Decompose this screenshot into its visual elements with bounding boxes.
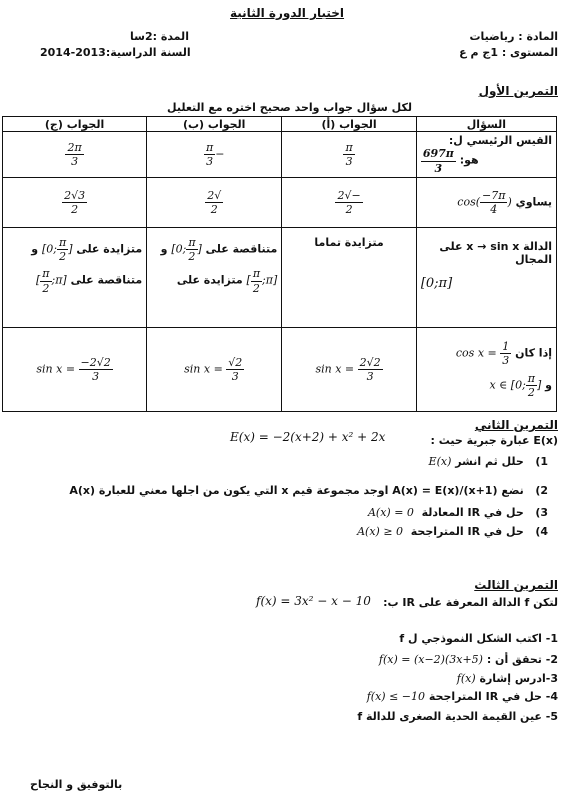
question-cell: يساوي cos( $\frac{-7\pi}{4}$ ) [416, 178, 556, 228]
exercise3-intro: لتكن f الدالة المعرفة على IR ب: [383, 596, 558, 609]
answer-b-cell: sin x = $\frac{√2}{3}$ [147, 328, 282, 412]
answer-c-cell: sin x = $\frac{-2√2}{3}$ [3, 328, 147, 412]
question-cell: الدالة x → sin x على المجال [0;π] [416, 228, 556, 328]
exercise3-function: f(x) = 3x² − x − 10 [256, 594, 371, 608]
duration-label: المدة :2سا [130, 30, 189, 43]
answer-a-cell: $\frac{\pi}{3}$ [282, 132, 417, 178]
exercise2-title: التمرين الثاني [474, 418, 558, 432]
column-header-question: السؤال [416, 117, 556, 132]
exercise3-item: 1- اكتب الشكل النموذجي ل f [399, 632, 558, 645]
answer-c-cell: $\frac{2\pi}{3}$ [3, 132, 147, 178]
exercise2-item: 2) نضع A(x) = E(x)/(x+1) اوجد مجموعة قيم x التي يكون من اجلها معني للعبارة A(x) [69, 484, 548, 497]
exercise2-item: 1) حلل ثم انشر E(x) [428, 455, 548, 468]
school-year-label: السنة الدراسية:2013-2014 [40, 46, 191, 59]
exercise3-item: 2- تحقق أن : f(x) = (x−2)(3x+5) [378, 653, 558, 666]
subject-label: المادة : رياضيات [469, 30, 558, 43]
question-cell: إذا كان cos x = $\frac{1}{3}$ و x ∈ [0; $\frac{\pi}{2}$ ] [416, 328, 556, 412]
exercise2-item: 3) حل في IR المعادلة A(x) = 0 [367, 506, 548, 519]
column-header-answer-c: الجواب (ج) [3, 117, 147, 132]
answer-a-cell: sin x = $\frac{2√2}{3}$ [282, 328, 417, 412]
exercise3-item: 3-ادرس إشارة f(x) [456, 672, 558, 685]
level-label: المستوى : 1ج م ع [459, 46, 558, 59]
exercise1-instruction: لكل سؤال جواب واحد صحيح اختره مع التعليل [167, 101, 412, 114]
column-header-answer-a: الجواب (أ) [282, 117, 417, 132]
table-row [3, 178, 557, 228]
table-header-row [3, 117, 557, 132]
table-row [3, 228, 557, 328]
table-row [3, 132, 557, 178]
table-row [3, 328, 557, 412]
answer-c-cell: $\frac{3√2}{2}$ [3, 178, 147, 228]
question-math: $\frac{697\pi}{3}$ :هو [422, 147, 479, 175]
column-header-answer-b: الجواب (ب) [147, 117, 282, 132]
answer-a-cell: متزايدة تماما [282, 228, 417, 328]
answer-c-cell: متزايدة على [0; $\frac{\pi}{2}$ ] و متناقصة على [ $\frac{\pi}{2}$ ;π] [3, 228, 147, 328]
answer-b-cell: متناقصة على [0; $\frac{\pi}{2}$ ] و [ $\frac{\pi}{2}$ ;π] متزايدة على [147, 228, 282, 328]
exercise1-title: التمرين الأول [478, 84, 558, 98]
exercise2-expression: E(x) = −2(x+2) + x² + 2x [230, 430, 386, 444]
exam-title: اختبار الدورة الثانية [230, 6, 345, 20]
answer-a-cell: $\frac{-√2}{2}$ [282, 178, 417, 228]
exercise3-item: 5- عين القيمة الحدية الصغرى للدالة f [357, 710, 558, 723]
exercise2-intro: E(x) عبارة جبرية حيث : [430, 434, 558, 447]
answer-b-cell: − $\frac{\pi}{3}$ [147, 132, 282, 178]
footer-good-luck: بالتوفيق و النجاح [30, 778, 123, 791]
exercise2-item: 4) حل في IR المتراجحة A(x) ≥ 0 [357, 525, 548, 538]
answer-b-cell: $\frac{√2}{2}$ [147, 178, 282, 228]
exercise3-title: التمرين الثالث [474, 578, 558, 592]
exercise3-item: 4- حل في IR المتراجحة f(x) ≤ −10 [366, 690, 558, 703]
question-cell: القيس الرئيسي ل: $\frac{697\pi}{3}$ :هو [416, 132, 556, 178]
mcq-table [2, 116, 557, 412]
